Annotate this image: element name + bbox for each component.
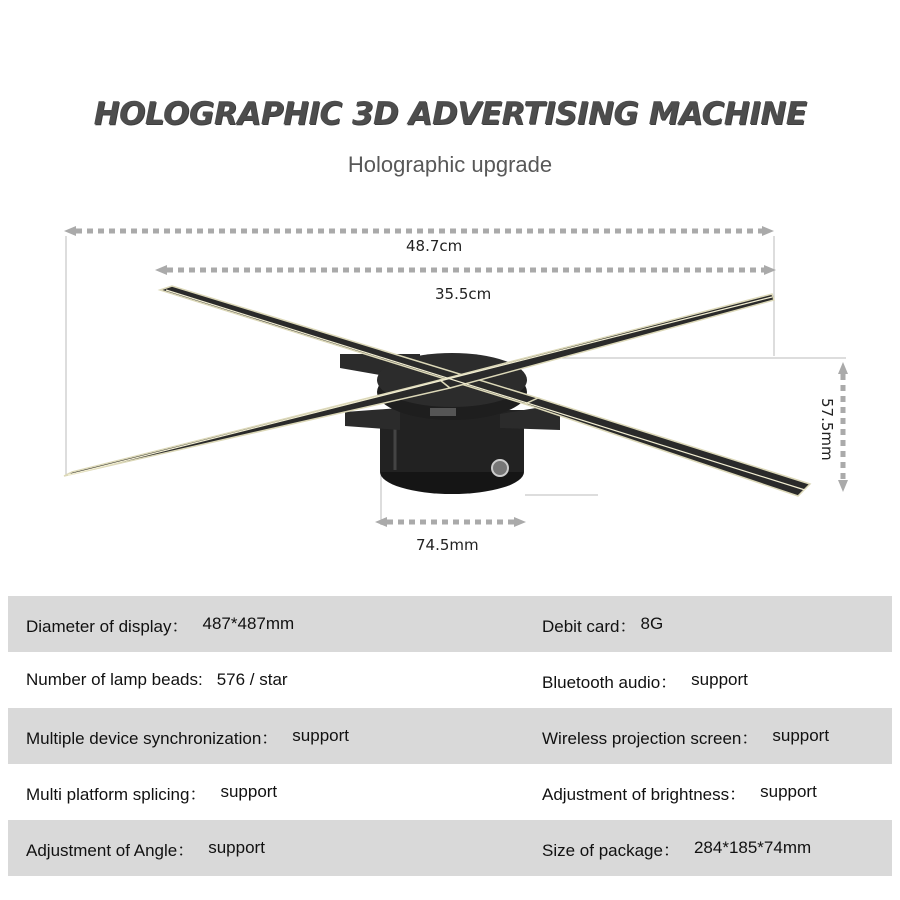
spec-row — [8, 708, 892, 764]
spec-label: Multi platform splicing： — [26, 784, 207, 804]
blade-span-label: 35.5cm — [435, 285, 492, 303]
spec-label: Wireless projection screen： — [542, 728, 759, 748]
spec-cell — [542, 652, 748, 708]
spec-table — [8, 596, 892, 876]
spec-cell — [26, 764, 277, 820]
spec-label: Number of lamp beads: — [26, 670, 203, 689]
spec-cell — [26, 596, 294, 652]
spec-value: support — [760, 782, 817, 801]
spec-label: Multiple device synchronization： — [26, 728, 279, 748]
spec-value: support — [292, 726, 349, 745]
span-dimension-line — [155, 265, 776, 275]
overall-width-label: 48.7cm — [406, 237, 463, 255]
spec-cell — [542, 820, 811, 876]
spec-row — [8, 652, 892, 708]
spec-label: Adjustment of Angle： — [26, 840, 195, 860]
spec-value: support — [772, 726, 830, 745]
spec-label: Adjustment of brightness： — [542, 784, 747, 804]
spec-value: 576 / star — [216, 670, 288, 689]
spec-row — [8, 596, 892, 652]
spec-label: Diameter of display： — [26, 616, 189, 636]
page-subtitle: Holographic upgrade — [347, 152, 553, 177]
spec-value: 487*487mm — [202, 614, 295, 633]
spec-cell — [26, 652, 288, 708]
spec-row — [8, 764, 892, 820]
spec-cell — [542, 596, 663, 652]
spec-value: support — [691, 670, 748, 689]
spec-value: support — [220, 782, 278, 801]
spec-value: 284*185*74mm — [693, 838, 812, 857]
page-title: HOLOGRAPHIC 3D ADVERTISING MACHINE — [93, 96, 807, 132]
spec-row — [8, 820, 892, 876]
spec-label: Size of package： — [542, 840, 680, 860]
spec-label: Debit card： — [542, 616, 637, 636]
spec-cell — [26, 708, 349, 764]
spec-value: support — [208, 838, 265, 857]
base-diameter-label: 74.5mm — [416, 536, 479, 554]
spec-cell — [542, 708, 829, 764]
spec-cell — [26, 820, 265, 876]
spec-label: Bluetooth audio： — [542, 672, 678, 692]
height-label: 57.5mm — [818, 398, 836, 461]
spec-cell — [542, 764, 817, 820]
spec-value: 8G — [640, 614, 664, 633]
